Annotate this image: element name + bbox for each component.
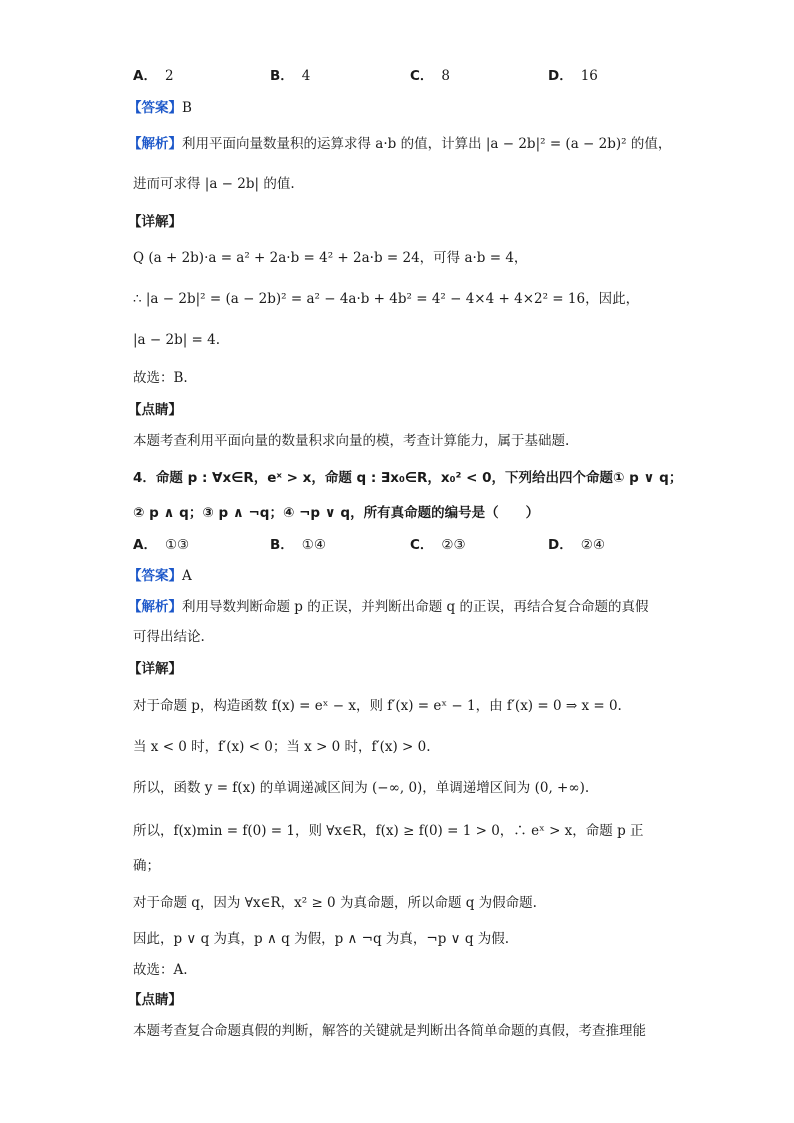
q4-option-b: B． ①④ — [270, 537, 327, 553]
q4-detail-line2: 当 x < 0 时，f′(x) < 0；当 x > 0 时，f′(x) > 0. — [133, 739, 431, 755]
q3-answer: 【答案】B — [128, 100, 192, 116]
q4-analysis-line2: 可得出结论. — [133, 629, 205, 645]
q4-option-a: A． ①③ — [133, 537, 190, 553]
q3-analysis-line2: 进而可求得 |a − 2b| 的值. — [133, 176, 295, 192]
q3-detail-line1: Q (a + 2b)·a = a² + 2a·b = 4² + 2a·b = 24，可得 a·b = 4， — [133, 250, 528, 266]
q4-answer: 【答案】A — [128, 568, 192, 584]
q3-detail-line3: |a − 2b| = 4. — [133, 332, 221, 348]
q4-detail-line6: 对于命题 q，因为 ∀x∈R，x² ≥ 0 为真命题，所以命题 q 为假命题. — [133, 895, 537, 911]
q4-detail-line1: 对于命题 p，构造函数 f(x) = eˣ − x，则 f′(x) = eˣ − 1，由 f′(x) = 0 ⇒ x = 0. — [133, 698, 622, 714]
q4-detail-line4: 所以，f(x)min = f(0) = 1，则 ∀x∈R，f(x) ≥ f(0) = 1 > 0，∴ eˣ > x，命题 p 正 — [133, 823, 644, 839]
q4-option-c: C． ②③ — [410, 537, 466, 553]
q3-detail-line2: ∴ |a − 2b|² = (a − 2b)² = a² − 4a·b + 4b² = 4² − 4×4 + 4×2² = 16，因此， — [133, 291, 640, 307]
q3-detail-heading: 【详解】 — [128, 214, 182, 230]
q4-detail-line5: 确； — [133, 858, 160, 874]
q3-option-a: A． 2 — [133, 68, 174, 84]
q4-detail-line7: 因此，p ∨ q 为真，p ∧ q 为假，p ∧ ¬q 为真，¬p ∨ q 为假. — [133, 931, 510, 947]
q4-choose: 故选：A. — [133, 962, 188, 978]
q4-comment-heading: 【点睛】 — [128, 992, 182, 1008]
q4-analysis-line1: 【解析】利用导数判断命题 p 的正误，并判断出命题 q 的正误，再结合复合命题的真假 — [128, 599, 649, 615]
q4-detail-heading: 【详解】 — [128, 661, 182, 677]
q3-choose: 故选：B. — [133, 370, 188, 386]
q3-comment-heading: 【点睛】 — [128, 402, 182, 418]
q3-option-c: C． 8 — [410, 68, 451, 84]
q4-comment: 本题考查复合命题真假的判断，解答的关键就是判断出各简单命题的真假，考查推理能 — [133, 1023, 646, 1039]
q3-comment: 本题考查利用平面向量的数量积求向量的模，考查计算能力，属于基础题. — [133, 433, 570, 449]
q4-stem-line1: 4．命题 p : ∀x∈R，eˣ > x，命题 q : ∃x₀∈R，x₀² < 0，下列给出四个命题① p ∨ q； — [133, 470, 683, 486]
q3-analysis-line1: 【解析】利用平面向量数量积的运算求得 a·b 的值，计算出 |a − 2b|² = (a − 2b)² 的值， — [128, 136, 672, 152]
q4-stem-line2: ② p ∧ q；③ p ∧ ¬q；④ ¬p ∨ q，所有真命题的编号是（ ） — [133, 505, 540, 521]
q4-option-d: D． ②④ — [548, 537, 605, 553]
q3-option-d: D． 16 — [548, 68, 598, 84]
q3-option-b: B． 4 — [270, 68, 311, 84]
q4-detail-line3: 所以，函数 y = f(x) 的单调递减区间为 (−∞, 0)，单调递增区间为 (0, +∞). — [133, 780, 590, 796]
